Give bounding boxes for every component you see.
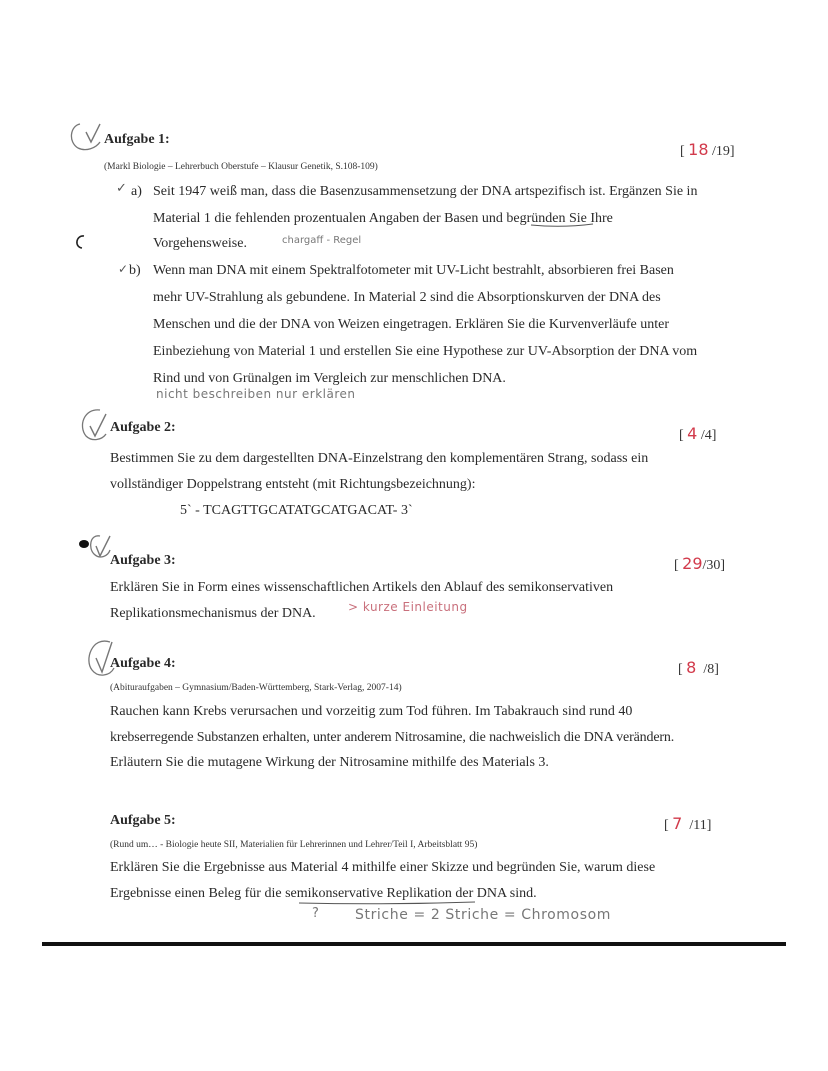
task-2-title: Aufgabe 2:: [110, 420, 176, 435]
task-4-score-earned: 8: [686, 658, 697, 677]
task-3-score-earned: 29: [682, 554, 703, 573]
task-2-sequence: 5` - TCAGTTGCATATGCATGACAT- 3`: [180, 503, 413, 518]
task-4-line-2: krebserregende Substanzen erhalten, unter anderem Nitrosamine, die nachweislich die DNA verändern.: [110, 730, 675, 745]
underline-mark: [298, 900, 476, 906]
task-1-source: (Markl Biologie – Lehrerbuch Oberstufe – Klausur Genetik, S.108-109): [104, 162, 378, 172]
task-1-score-earned: 18: [688, 140, 709, 159]
page-bottom-border: [42, 942, 786, 946]
task-1b-line-5: Rind und von Grünalgen im Vergleich zur menschlichen DNA.: [153, 371, 506, 386]
task-2-line-1: Bestimmen Sie zu dem dargestellten DNA-Einzelstrang den komplementären Strang, sodass ein: [110, 451, 649, 466]
task-5-score: [ 7 /11]: [664, 814, 712, 833]
task-1-score: [ 18 /19]: [680, 140, 735, 159]
task-5-annotation: Striche = 2 Striche = Chromosom: [355, 907, 611, 923]
task-1b-line-2: mehr UV-Strahlung als gebundene. In Material 2 sind die Absorptionskurven der DNA des: [153, 290, 661, 305]
check-icon: ✓: [116, 180, 127, 195]
task-1a-line-1: Seit 1947 weiß man, dass die Basenzusammensetzung der DNA artspezifisch ist. Ergänzen Sie in: [153, 184, 698, 199]
task-1a-annotation: chargaff - Regel: [282, 235, 362, 246]
task-4-line-3: Erläutern Sie die mutagene Wirkung der Nitrosamine mithilfe des Materials 3.: [110, 755, 549, 770]
task-2-line-2: vollständiger Doppelstrang entsteht (mit Richtungsbezeichnung):: [110, 477, 476, 492]
task-5-annotation-mark: ?: [312, 906, 319, 921]
task-3-title: Aufgabe 3:: [110, 553, 176, 568]
task-4-source: (Abituraufgaben – Gymnasium/Baden-Württemberg, Stark-Verlag, 2007-14): [110, 683, 402, 693]
task-3-line-2: Replikationsmechanismus der DNA.: [110, 606, 316, 621]
task-1a-line-3: Vorgehensweise.: [153, 236, 247, 251]
task-3-score: [ 29/30]: [674, 554, 726, 573]
task-1b-annotation: nicht beschreiben nur erklären: [156, 387, 356, 401]
underline-mark: [530, 222, 594, 228]
task-1b-line-3: Menschen und die der DNA von Weizen eingetragen. Erklären Sie die Kurvenverläufe unter: [153, 317, 670, 332]
task-3-line-1: Erklären Sie in Form eines wissenschaftlichen Artikels den Ablauf des semikonservativen: [110, 580, 614, 595]
half-circle-mark-icon: [72, 233, 88, 251]
task-1a-label: a): [131, 184, 142, 199]
task-5-line-1: Erklären Sie die Ergebnisse aus Material 4 mithilfe einer Skizze und begründen Sie, warum diese: [110, 860, 656, 875]
task-4-score: [ 8 /8]: [678, 658, 719, 677]
task-5-line-2: Ergebnisse einen Beleg für die semikonservative Replikation der DNA sind.: [110, 886, 537, 901]
task-4-line-1: Rauchen kann Krebs verursachen und vorzeitig zum Tod führen. Im Tabakrauch sind rund 40: [110, 704, 633, 719]
check-icon: ✓: [118, 262, 129, 276]
task-3-annotation: > kurze Einleitung: [348, 600, 468, 614]
task-1a-line-2: Material 1 die fehlenden prozentualen Angaben der Basen und begründen Sie Ihre: [153, 211, 613, 226]
task-2-score-earned: 4: [687, 424, 698, 443]
task-5-title: Aufgabe 5:: [110, 813, 176, 828]
check-circle-icon: [66, 120, 108, 152]
task-1b-line-1: Wenn man DNA mit einem Spektralfotometer mit UV-Licht bestrahlt, absorbieren frei Basen: [153, 263, 674, 278]
task-5-score-earned: 7: [672, 814, 683, 833]
task-5-source: (Rund um… - Biologie heute SII, Materialien für Lehrerinnen und Lehrer/Teil I, Arbeitsblatt 95): [110, 840, 478, 850]
task-2-score: [ 4 /4]: [679, 424, 717, 443]
task-1-title: Aufgabe 1:: [104, 132, 170, 147]
task-4-title: Aufgabe 4:: [110, 656, 176, 671]
task-1b-label: b): [129, 263, 141, 278]
task-1b-line-4: Einbeziehung von Material 1 und erstellen Sie eine Hypothese zur UV-Absorption der DNA vom: [153, 344, 698, 359]
